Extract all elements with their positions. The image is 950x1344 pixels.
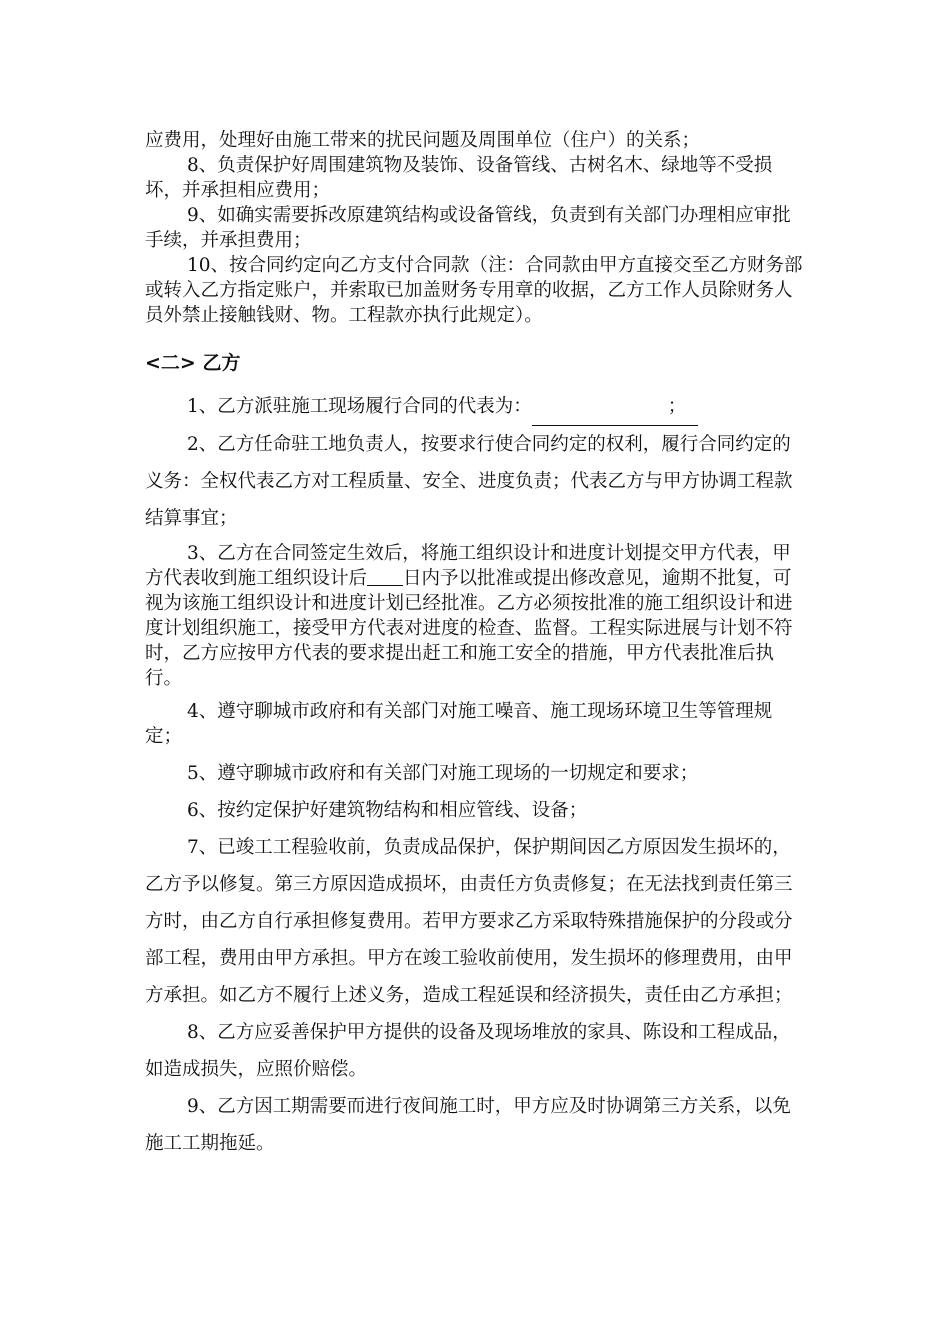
party-a-item-10: 10、按合同约定向乙方支付合同款（注：合同款由甲方直接交至乙方财务部或转入乙方指定账户，并索取已加盖财务专用章的收据，乙方工作人员除财务人员外禁止接触钱财、物。工程款亦执行此规定）。 xyxy=(145,255,803,326)
party-b-item-1 xyxy=(145,388,805,426)
party-b-item-3-suffix: 日内予以批准或提出修改意见，逾期不批复，可视为该施工组织设计和进度计划已经批准。乙方必须按批准的施工组织设计和进度计划组织施工，接受甲方代表对进度的检查、监督。工程实际进展与计划不符时，乙方应按甲方代表的要求提出赶工和施工安全的措施，甲方代表批准后执行。 xyxy=(145,568,793,689)
party-b-item-1-suffix: ； xyxy=(667,396,687,417)
document-page xyxy=(145,128,805,1162)
party-a-item-8: 8、负责保护好周围建筑物及装饰、设备管线、古树名木、绿地等不受损坏，并承担相应费用； xyxy=(145,155,773,201)
representative-blank[interactable] xyxy=(532,388,699,426)
party-b-item-3-prefix: 3、乙方在合同签定生效后，将施工组织设计和进度计划提交甲方代表，甲方代表收到施工组织设计后 xyxy=(145,543,791,589)
days-blank[interactable] xyxy=(367,567,403,586)
party-b-item-2: 2、乙方任命驻工地负责人，按要求行使合同约定的权利，履行合同约定的义务：全权代表乙方对工程质量、安全、进度负责；代表乙方与甲方协调工程款结算事宜； xyxy=(145,434,793,529)
party-b-item-9: 9、乙方因工期需要而进行夜间施工时，甲方应及时协调第三方关系，以免施工工期拖延。 xyxy=(145,1096,791,1154)
party-b-item-3 xyxy=(145,541,805,691)
party-a-continuation: 应费用，处理好由施工带来的扰民问题及周围单位（住户）的关系； xyxy=(145,130,701,151)
party-b-item-1-prefix: 1、乙方派驻施工现场履行合同的代表为： xyxy=(187,396,532,417)
party-b-item-7: 7、已竣工工程验收前，负责成品保护，保护期间因乙方原因发生损坏的，乙方予以修复。第三方原因造成损坏，由责任方负责修复；在无法找到责任第三方时，由乙方自行承担修复费用。若甲方要求乙方采取特殊措施保护的分段或分部工程，费用由甲方承担。甲方在竣工验收前使用，发生损坏的修理费用，由甲方承担。如乙方不履行上述义务，造成工程延误和经济损失，责任由乙方承担； xyxy=(145,837,793,1006)
party-b-item-4: 4、遵守聊城市政府和有关部门对施工噪音、施工现场环境卫生等管理规定； xyxy=(145,701,773,747)
party-b-item-6: 6、按约定保护好建筑物结构和相应管线、设备； xyxy=(187,800,588,821)
representative-blank-fill xyxy=(580,396,668,414)
party-b-item-5: 5、遵守聊城市政府和有关部门对施工现场的一切规定和要求； xyxy=(187,763,699,784)
party-a-item-9: 9、如确实需要拆改原建筑结构或设备管线，负责到有关部门办理相应审批手续，并承担费用； xyxy=(145,205,791,251)
party-b-item-8: 8、乙方应妥善保护甲方提供的设备及现场堆放的家具、陈设和工程成品，如造成损失，应照价赔偿。 xyxy=(145,1022,791,1080)
section-heading-party-b: <二> 乙方 xyxy=(145,352,241,374)
